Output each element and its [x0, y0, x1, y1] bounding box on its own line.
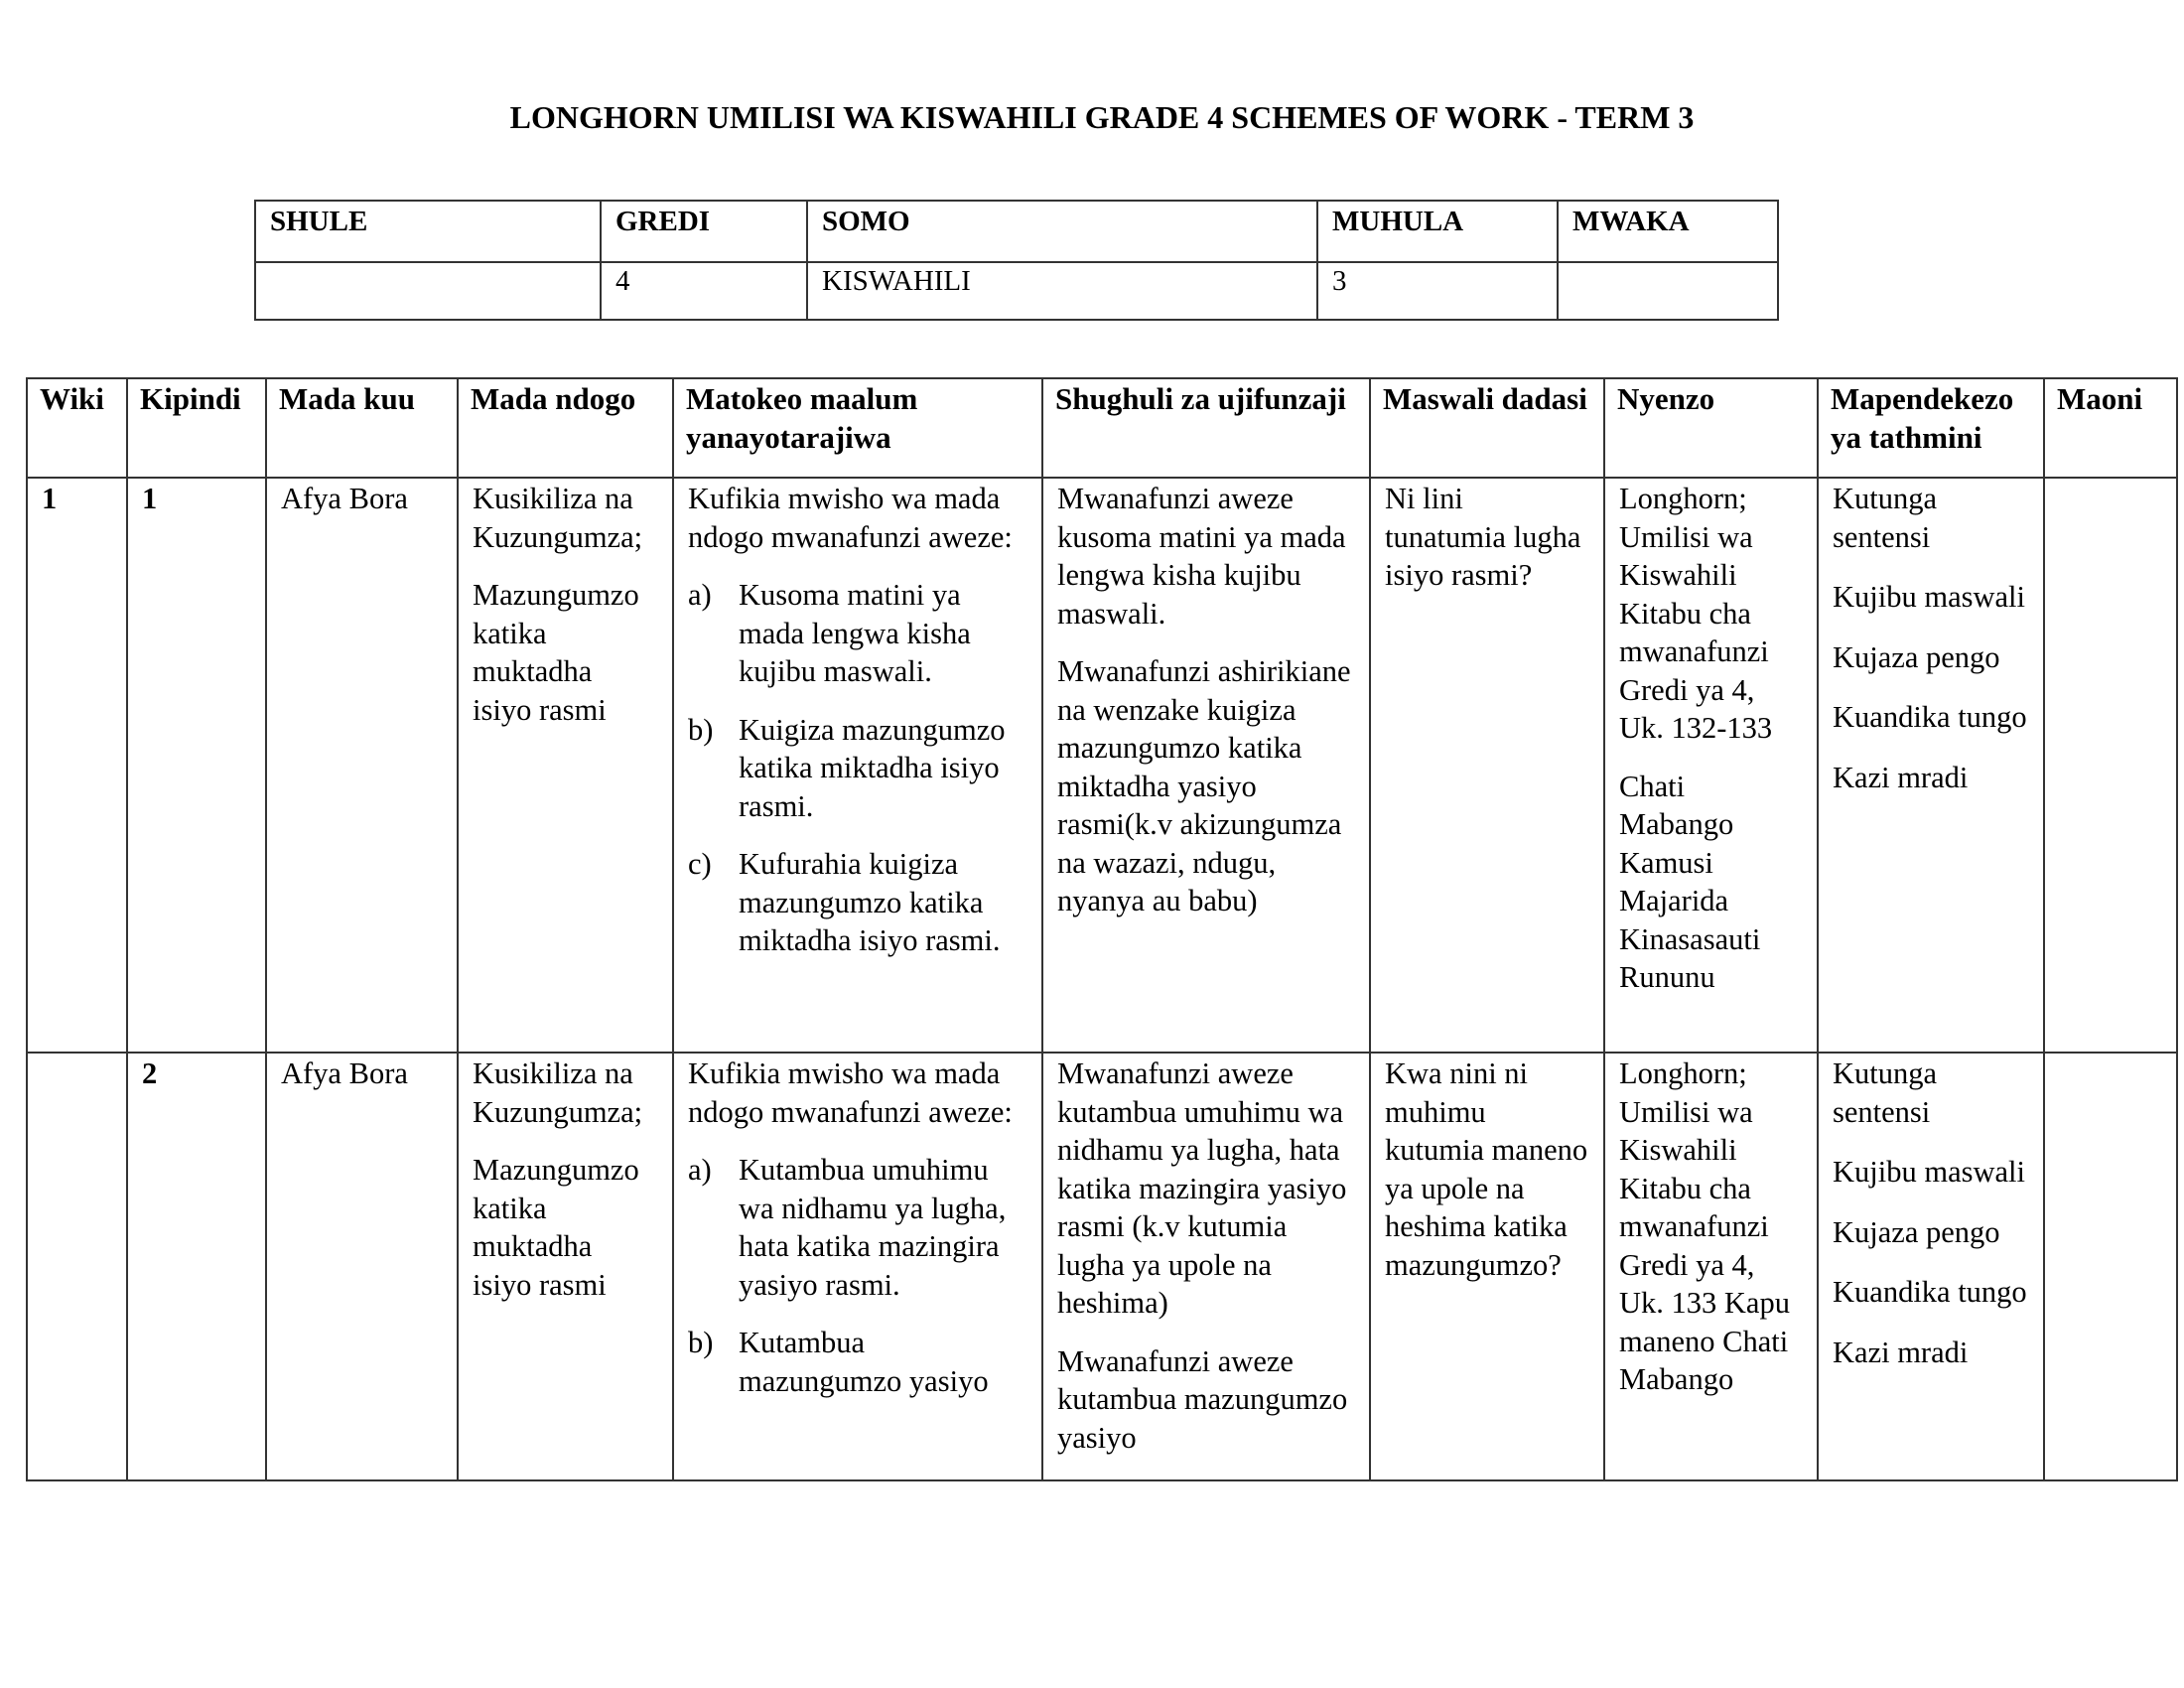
cell-tathmini	[1818, 1053, 2044, 1480]
cell-mada-ndogo	[458, 1053, 673, 1480]
cell-mada-ndogo	[458, 478, 673, 1053]
header-shughuli: Shughuli za ujifunzaji	[1042, 378, 1370, 478]
shughuli-paragraph: Mwanafunzi aweze kutambua umuhimu wa nidhamu ya lugha, hata katika mazingira yasiyo rasmi (k.v kutumia lugha ya upole na heshima)	[1057, 1056, 1347, 1320]
header-mwaka: MWAKA	[1558, 201, 1778, 262]
table-row	[27, 478, 2177, 1053]
tathmini-item: Kujibu maswali	[1833, 1155, 2025, 1189]
tathmini-item: Kuandika tungo	[1833, 700, 2027, 734]
document-title: LONGHORN UMILISI WA KISWAHILI GRADE 4 SCHEMES OF WORK - TERM 3	[509, 99, 1695, 135]
cell-maoni	[2044, 1053, 2177, 1480]
value-somo: KISWAHILI	[807, 262, 1317, 320]
cell-tathmini	[1818, 478, 2044, 1053]
tathmini-item: Kutunga sentensi	[1833, 1056, 1938, 1129]
list-marker: a)	[688, 1153, 712, 1187]
cell-maswali: Ni lini tunatumia lugha isiyo rasmi?	[1370, 478, 1604, 1053]
list-marker: a)	[688, 578, 712, 612]
list-marker: b)	[688, 712, 714, 747]
tathmini-item: Kuandika tungo	[1833, 1275, 2027, 1309]
nyenzo-paragraph: Chati Mabango Kamusi Majarida Kinasasauti Rununu	[1619, 769, 1761, 994]
shughuli-paragraph: Mwanafunzi aweze kusoma matini ya mada lengwa kisha kujibu maswali.	[1057, 482, 1346, 631]
header-maoni: Maoni	[2044, 378, 2177, 478]
list-item-text: Kufurahia kuigiza mazungumzo katika miktadha isiyo rasmi.	[739, 847, 1001, 957]
mada-ndogo-line: Mazungumzo katika muktadha isiyo rasmi	[473, 578, 639, 727]
cell-nyenzo	[1604, 1053, 1818, 1480]
list-marker: b)	[688, 1326, 714, 1359]
matokeo-list	[688, 576, 1027, 960]
list-item	[688, 1324, 1027, 1400]
list-item	[688, 845, 1027, 960]
school-info-table	[254, 200, 1779, 321]
cell-wiki: 1	[27, 478, 127, 1053]
cell-maoni	[2044, 478, 2177, 1053]
cell-shughuli	[1042, 1053, 1370, 1480]
header-gredi: GREDI	[601, 201, 807, 262]
cell-wiki	[27, 1053, 127, 1480]
mada-ndogo-line: Kusikiliza na Kuzungumza;	[473, 482, 643, 554]
header-somo: SOMO	[807, 201, 1317, 262]
matokeo-list	[688, 1151, 1027, 1400]
header-mada-kuu: Mada kuu	[266, 378, 458, 478]
list-item-text: Kutambua mazungumzo yasiyo	[739, 1326, 989, 1398]
list-item	[688, 1151, 1027, 1304]
matokeo-intro: Kufikia mwisho wa mada ndogo mwanafunzi aweze:	[688, 1056, 1013, 1129]
mada-ndogo-line: Mazungumzo katika muktadha isiyo rasmi	[473, 1153, 639, 1302]
tathmini-item: Kujaza pengo	[1833, 1214, 2000, 1249]
header-maswali: Maswali dadasi	[1370, 378, 1604, 478]
matokeo-intro: Kufikia mwisho wa mada ndogo mwanafunzi aweze:	[688, 482, 1013, 554]
header-kipindi: Kipindi	[127, 378, 266, 478]
tathmini-item: Kutunga sentensi	[1833, 482, 1938, 554]
cell-mada-kuu: Afya Bora	[266, 478, 458, 1053]
value-muhula: 3	[1317, 262, 1558, 320]
schemes-of-work-table	[26, 377, 2178, 1481]
header-shule: SHULE	[255, 201, 601, 262]
header-matokeo: Matokeo maalum yanayotarajiwa	[673, 378, 1042, 478]
tathmini-item: Kazi mradi	[1833, 1335, 1969, 1369]
cell-shughuli	[1042, 478, 1370, 1053]
cell-matokeo	[673, 478, 1042, 1053]
cell-nyenzo	[1604, 478, 1818, 1053]
tathmini-item: Kazi mradi	[1833, 760, 1969, 794]
main-header-row	[27, 378, 2177, 478]
cell-matokeo	[673, 1053, 1042, 1480]
shughuli-paragraph: Mwanafunzi ashirikiane na wenzake kuigiza mazungumzo katika miktadha yasiyo rasmi(k.v akizungumza na wazazi, ndugu, nyanya au babu)	[1057, 654, 1351, 917]
header-wiki: Wiki	[27, 378, 127, 478]
table-row	[27, 1053, 2177, 1480]
cell-mada-kuu: Afya Bora	[266, 1053, 458, 1480]
list-item-text: Kuigiza mazungumzo katika miktadha isiyo rasmi.	[739, 712, 1006, 823]
list-item-text: Kutambua umuhimu wa nidhamu ya lugha, hata katika mazingira yasiyo rasmi.	[739, 1153, 1007, 1302]
list-item	[688, 576, 1027, 691]
header-muhula: MUHULA	[1317, 201, 1558, 262]
value-gredi: 4	[601, 262, 807, 320]
list-item	[688, 711, 1027, 826]
cell-kipindi: 1	[127, 478, 266, 1053]
shughuli-paragraph: Mwanafunzi aweze kutambua mazungumzo yasiyo	[1057, 1343, 1348, 1455]
nyenzo-paragraph: Longhorn; Umilisi wa Kiswahili Kitabu cha mwanafunzi Gredi ya 4, Uk. 132-133	[1619, 482, 1773, 745]
list-marker: c)	[688, 847, 712, 881]
cell-maswali: Kwa nini ni muhimu kutumia maneno ya upole na heshima katika mazungumzo?	[1370, 1053, 1604, 1480]
value-mwaka	[1558, 262, 1778, 320]
cell-kipindi: 2	[127, 1053, 266, 1480]
value-shule	[255, 262, 601, 320]
tathmini-item: Kujaza pengo	[1833, 639, 2000, 674]
nyenzo-paragraph: Longhorn; Umilisi wa Kiswahili Kitabu cha mwanafunzi Gredi ya 4, Uk. 133 Kapu maneno Chati Mabango	[1619, 1056, 1790, 1396]
mada-ndogo-line: Kusikiliza na Kuzungumza;	[473, 1056, 643, 1129]
info-value-row	[255, 262, 1778, 320]
header-tathmini: Mapendekezo ya tathmini	[1818, 378, 2044, 478]
header-mada-ndogo: Mada ndogo	[458, 378, 673, 478]
tathmini-item: Kujibu maswali	[1833, 580, 2025, 614]
list-item-text: Kusoma matini ya mada lengwa kisha kujibu maswali.	[739, 578, 971, 688]
header-nyenzo: Nyenzo	[1604, 378, 1818, 478]
info-header-row	[255, 201, 1778, 262]
